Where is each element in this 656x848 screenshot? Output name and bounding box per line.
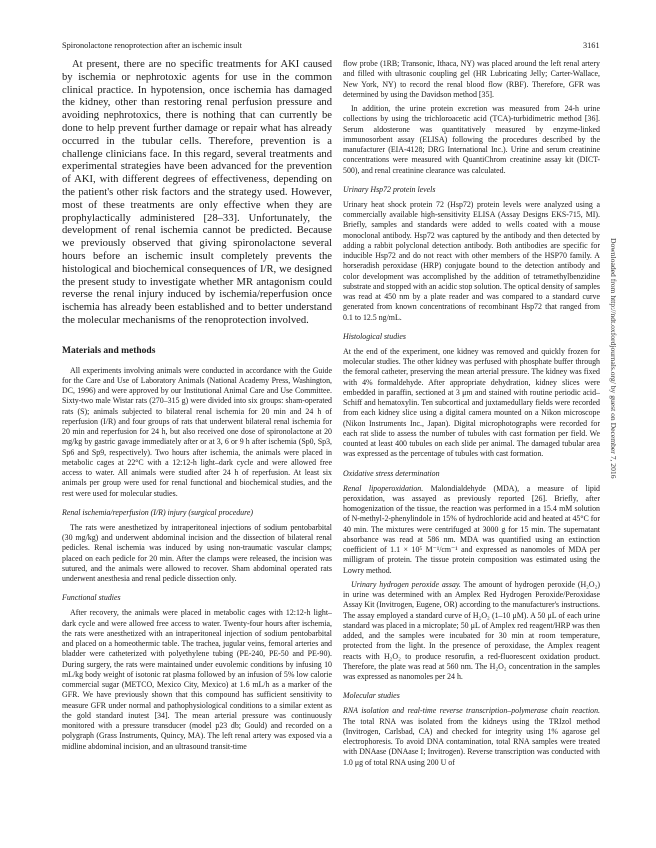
h2o2-paragraph — [343, 580, 600, 683]
rna-paragraph — [343, 706, 600, 768]
methods-paragraph: All experiments involving animals were conducted in accordance with the Guide for the Care and Use of Laboratory Animals (National Academy Press, Washington, DC, 1996) and were approved by our Institutional Animal Care and Use Committee. Sixty-two male Wistar rats (270–315 g) were divided into six groups: sham-operated rats (S); animals subjected to bilateral renal ischemia for 20 min and 24 h of reperfusion (I/R) and four groups of rats that underwent bilateral renal ischemia for 20 min and reperfusion for 24 h, but also received one dose of spironolactone at 20 mg/kg by gastric gavage immediately after or at 3, 6 or 9 h after ischemia (Sp0, Sp3, Sp6 and Sp9, respectively). Two hours after ischemia, the animals were placed in metabolic cages at 22°C with a 12:12-h light–dark cycle and were allowed free access to water. All animals were studied after 24 h of reperfusion. At least six animals per group were used for renal functional and biochemical studies, and the rest were used for molecular studies. — [62, 365, 332, 498]
molecular-heading: Molecular studies — [343, 691, 400, 701]
functional-heading: Functional studies — [62, 593, 121, 603]
h2o2-text: The amount of hydrogen peroxide (H₂O₂) in urine was determined with an Amplex Red Hydrogen Peroxide/Peroxidase Assay Kit (Invitrogen, Eugene, OR) according to the manufacturer's instructions. The assay employed a standard curve of H₂O₂ (1–10 μM). A 50 μL of each urine standard was placed in a microplate; 50 μL of Amplex red reagent/HRP was then added, and the samples were incubated for 30 min at room temperature, protected from the light. In the presence of peroxidase, the Amplex reagent reacts with H₂O₂ to produce resorufin, a red-fluorescent oxidation product. Therefore, the plate was read at 560 nm. The H₂O₂ concentration in the samples was expressed as nanomoles per 24 h. — [343, 579, 600, 681]
lipoperoxidation-text: Malondialdehyde (MDA), a measure of lipid peroxidation, was assayed as previously reported [26]. Briefly, after homogenization of the tissue, the reaction was performed in a 15.4 mM solution of N-methyl-2-phenylindole in 15% of hydrochloride acid and heated at 45°C for 40 min. The mixtures were centrifuged at 3000 g for 15 min. The supernatant absorbance was read at 586 nm. MDA was quantified using an extinction coefficient of 1.1 × 10⁵ M⁻¹/cm⁻¹ and expressed as nanomoles of MDA per milligram of protein. The tissue protein composition was estimated using the Lowry method. — [343, 483, 600, 575]
running-head: Spironolactone renoprotection after an ischemic insult — [62, 41, 242, 50]
left-column — [62, 59, 332, 756]
page-number: 3161 — [583, 41, 600, 50]
lipoperoxidation-paragraph — [343, 484, 600, 576]
hsp72-heading: Urinary Hsp72 protein levels — [343, 184, 436, 194]
intro-paragraph: At present, there are no specific treatments for AKI caused by ischemia or nephrotoxic agents for use in the common clinical practice. In hypotension, once ischemia has damaged the kidney, other than restoring renal perfusion pressure and avoiding nephrotoxics, there is nothing that can currently be done to help prevent further damage or repair what has already occurred in the tubular cells. Therefore, prevention is a challenge clinicians face. In this regard, several treatments and experimental strategies have been advanced for the prevention of AKI, with different degrees of effectiveness, depending on the patient's other risk factors and the strategy used. However, most of these treatments are only effective when they are prophylactically administered [28–33]. Unfortunately, the development of renal ischemia cannot be predicted. Because we previously observed that giving spironolactone several hours before an ischemic insult completely prevents the histological and biochemical consequences of I/R, we designed the present study to investigate whether MR antagonism could reverse the renal injury induced by ischemia/reperfusion once ischemia has already been established and to better understand the molecular mechanisms of the renoprotection involved. — [62, 59, 332, 326]
rna-text: The total RNA was isolated from the kidneys using the TRIzol method (Invitrogen, Carlsbad, CA) and checked for integrity using 1% agarose gel electrophoresis. To avoid DNA contamination, total RNA samples were treated with DNAase (DNAase I; Invitrogen). Reverse transcription was conducted with 1.0 μg of total RNA using 200 U of — [343, 716, 600, 767]
rna-lead: RNA isolation and real-time reverse transcription–polymerase chain reaction. — [343, 706, 600, 716]
flow-probe-paragraph: flow probe (1RB; Transonic, Ithaca, NY) was placed around the left renal artery and filled with ultrasonic coupling gel (HR Lubricating Jelly; Carter-Wallace, New York, NY) to record the renal blood flow (RBF). Therefore, GFR was determined by using the Davidson method [35]. — [343, 59, 600, 99]
methods-heading: Materials and methods — [62, 345, 156, 356]
lipoperoxidation-lead: Renal lipoperoxidation. — [343, 483, 424, 493]
right-column — [343, 59, 600, 772]
download-watermark: Downloaded from http://ndt.oxfordjournals.org/ by guest on December 7, 2016 — [609, 238, 618, 479]
ir-heading: Renal ischemia/reperfusion (I/R) injury (surgical procedure) — [62, 507, 254, 517]
oxidative-heading: Oxidative stress determination — [343, 468, 440, 478]
h2o2-lead: Urinary hydrogen peroxide assay. — [351, 579, 461, 589]
urine-protein-paragraph: In addition, the urine protein excretion was measured from 24-h urine collections by using the trichloroacetic acid (TCA)-turbidimetric method [36]. Serum aldosterone was quantitatively measured by enzyme-linked immunosorbent assay (ELISA) following the procedures described by the manufacturer (EIA-4128; DRG International Inc.). Urine and serum creatinine concentrations were measured with QuantiChrom creatinine assay kit (DICT-500), and renal creatinine clearance was calculated. — [343, 104, 600, 175]
histology-paragraph: At the end of the experiment, one kidney was removed and quickly frozen for molecular studies. The other kidney was perfused with phosphate buffer through the femoral catheter, preserving the mean arterial pressure. The kidney was fixed with 4% formaldehyde. After appropriate dehydration, kidney slices were embedded in paraffin, sectioned at 3 μm and stained with routine periodic acid–Schiff and hematoxylin. Ten subcortical and juxtamedullary fields were recorded from each kidney slice using a digital camera mounted on a Nikon microscope (Nikon Instruments Inc., Japan). Digital microphotographs were recorded for each rat slide to assess the number of tubules with cast formation per field. We counted at least 400 tubules on each slide per animal. The damaged tubular area was expressed as the percentage of tubules with cast formation. — [343, 346, 600, 459]
hsp72-paragraph: Urinary heat shock protein 72 (Hsp72) protein levels were analyzed using a commercially available high-sensitivity ELISA (Assay Designs EKS-715, MI). Briefly, samples and standards were added to wells coated with a mouse monoclonal antibody. Hsp72 was captured by the antibody and then detected by adding a rabbit polyclonal detection antibody. Both antibodies are specific for inducible Hsp72 and do not react with other members of the HSP70 family. A horseradish peroxidase (HRP) conjugate bound to the detection antibody and color development was accomplished by the addition of tetramethylbenzidine substrate and stopped with an acidic stop solution. The optical density of samples was read at 450 nm by a plate reader and was compared to a standard curve generated from known concentrations of recombinant Hsp72 that ranged from 0.1 to 12.5 ng/mL. — [343, 199, 600, 322]
ir-paragraph: The rats were anesthetized by intraperitoneal injections of sodium pentobarbital (30 mg/kg) and underwent abdominal incision and the dissection of bilateral renal pedicles. Renal ischemia was induced by using non-traumatic vascular clamps; placed on each pedicle for 20 min. After the clamps were released, the incision was sutured, and the animals were allowed to recover. Sham abdominal operated rats underwent anesthesia and renal pedicle dissection only. — [62, 522, 332, 584]
histology-heading: Histological studies — [343, 331, 406, 341]
functional-paragraph: After recovery, the animals were placed in metabolic cages with 12:12-h light–dark cycle and were allowed free access to water. Twenty-four hours after ischemia, the rats were anesthetized with an intraperitoneal injection of sodium pentobarbital and placed on a homeothermic table. The trachea, jugular veins, femoral arteries and bladder were catheterized with polyethylene tubing (PE-240, PE-50 and PE-90). During surgery, the rats were maintained under euvolemic conditions by infusing 10 mL/kg body weight of isotonic rat plasma followed by an infusion of 5% low calorie commercial sugar (METCO, Mexico City, Mexico) at 1.6 mL/h as a marker of the GFR. We have previously shown that this compound has sufficient sensitivity to measure GFR under normal and pathophysiological conditions to a similar extent as the gold standard inutest [34]. The mean arterial pressure was continuously monitored with a pressure transducer (model p23 db; Gould) and recorded on a polygraph (Grass Instruments, Quincy, MA). The left renal artery was exposed via a midline abdominal incision, and an ultrasound transit-time — [62, 608, 332, 751]
